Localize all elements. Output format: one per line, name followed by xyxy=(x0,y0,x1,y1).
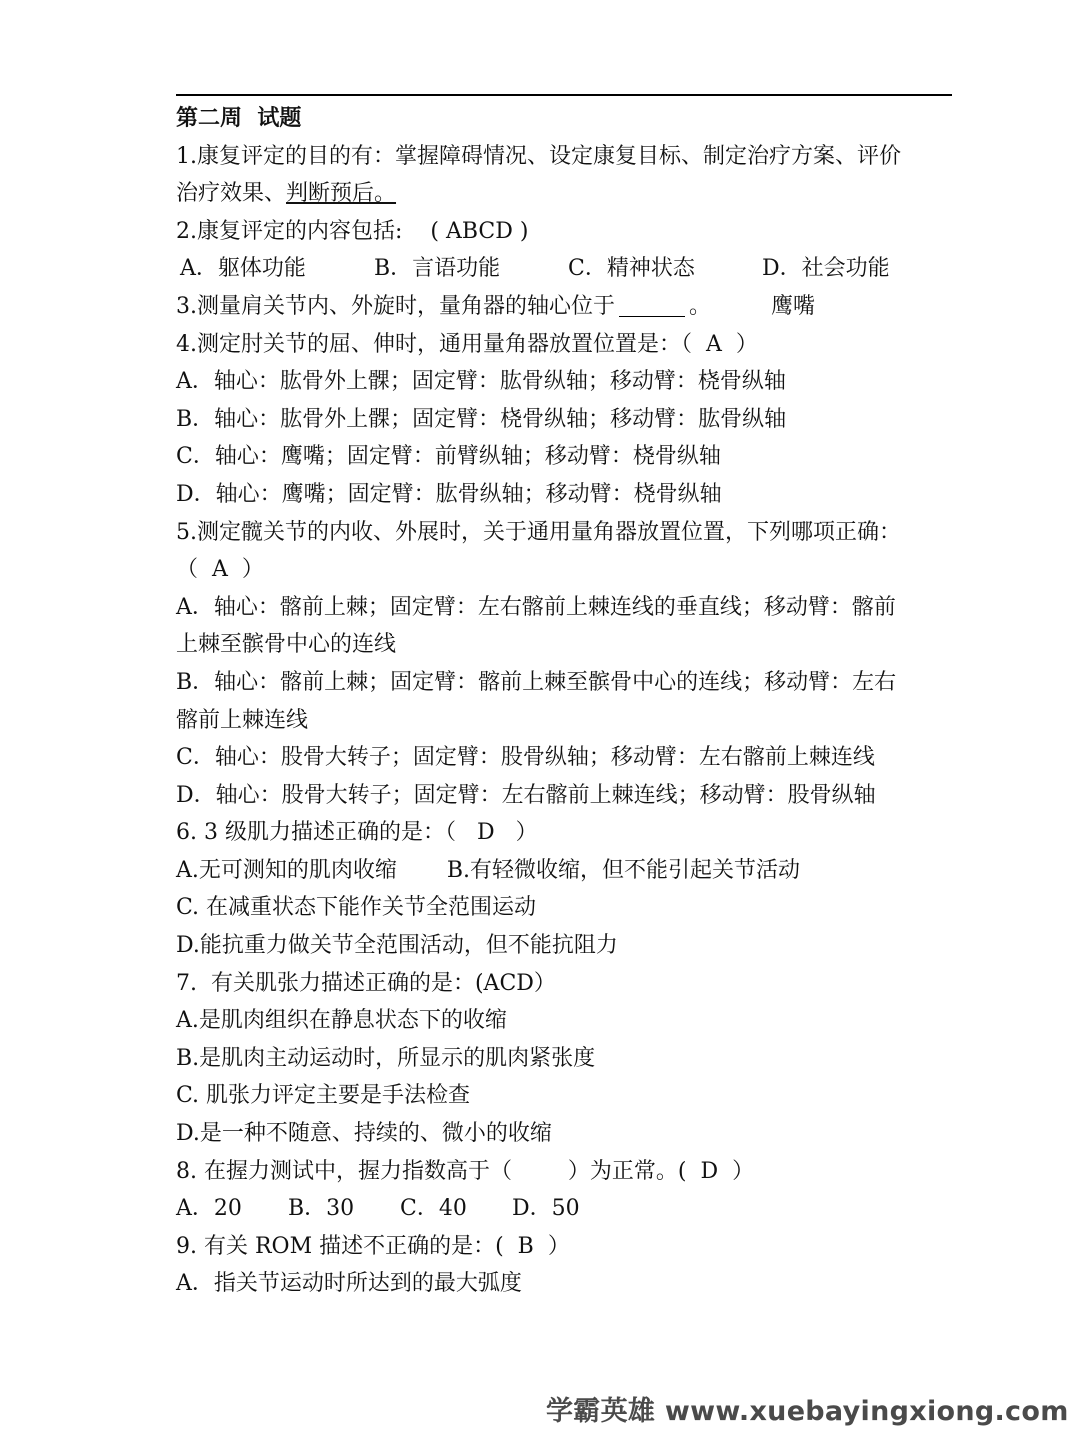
question-4-option-c: C．轴心：鹰嘴；固定臂：前臂纵轴；移动臂：桡骨纵轴 xyxy=(176,444,721,470)
option-d: D．社会功能 xyxy=(762,256,890,282)
question-9: 9. 有关 ROM 描述不正确的是：( B ） xyxy=(176,1233,570,1259)
question-1-answer: 判断预后。 xyxy=(286,181,397,207)
option-b: B．言语功能 xyxy=(374,256,501,282)
question-5-option-a-line-2: 上棘至髌骨中心的连线 xyxy=(176,632,397,658)
question-content xyxy=(176,100,956,1303)
question-5-option-b-line-2: 髂前上棘连线 xyxy=(176,707,309,733)
question-6-option-a: A.无可测知的肌肉收缩 xyxy=(176,857,397,883)
question-3-answer: 鹰嘴 xyxy=(771,293,816,319)
question-3-end: 。 xyxy=(689,293,712,319)
question-4: 4.测定肘关节的屈、伸时，通用量角器放置位置是：（ A ） xyxy=(176,331,758,357)
question-3 xyxy=(176,288,956,326)
question-4-option-a: A．轴心：肱骨外上髁；固定臂：肱骨纵轴；移动臂：桡骨纵轴 xyxy=(176,369,786,395)
option-c: C．精神状态 xyxy=(568,256,695,282)
option-a: A．20 xyxy=(176,1196,242,1222)
question-7: 7. 有关肌张力描述正确的是：(ACD） xyxy=(176,970,556,996)
question-5-option-a-line-1: A．轴心：髂前上棘；固定臂：左右髂前上棘连线的垂直线；移动臂：髂前 xyxy=(176,594,896,620)
question-2: 2.康复评定的内容包括: ( ABCD ) xyxy=(176,218,529,244)
option-a: A．躯体功能 xyxy=(180,256,306,282)
question-3-text: 3.测量肩关节内、外旋时，量角器的轴心位于 xyxy=(176,293,615,319)
question-6-option-b: B.有轻微收缩，但不能引起关节活动 xyxy=(446,857,801,883)
question-2-options xyxy=(176,250,956,288)
question-5-option-c: C．轴心：股骨大转子；固定臂：股骨纵轴；移动臂：左右髂前上棘连线 xyxy=(176,745,875,771)
question-5-option-b-line-1: B．轴心：髂前上棘；固定臂：髂前上棘至髌骨中心的连线；移动臂：左右 xyxy=(176,669,897,695)
watermark: 学霸英雄 www.xuebayingxiong.com xyxy=(546,1396,1069,1427)
question-7-option-c: C. 肌张力评定主要是手法检查 xyxy=(176,1083,471,1109)
question-1-text: 治疗效果、 xyxy=(176,181,287,207)
question-1-line-1: 1.康复评定的目的有：掌握障碍情况、设定康复目标、制定治疗方案、评价 xyxy=(176,143,901,169)
question-6-option-d: D.能抗重力做关节全范围活动，但不能抗阻力 xyxy=(176,933,618,959)
header-rule xyxy=(176,94,952,96)
question-8: 8. 在握力测试中，握力指数高于（ ）为正常。( D ） xyxy=(176,1158,755,1184)
question-7-option-b: B.是肌肉主动运动时，所显示的肌肉紧张度 xyxy=(176,1045,596,1071)
question-7-option-d: D.是一种不随意、持续的、微小的收缩 xyxy=(176,1121,552,1147)
question-1-line-2 xyxy=(176,175,956,213)
answer-blank xyxy=(619,294,685,317)
question-5: 5.测定髋关节的内收、外展时，关于通用量角器放置位置，下列哪项正确： xyxy=(176,519,901,545)
question-5-answer: （ A ） xyxy=(176,557,264,583)
option-d: D．50 xyxy=(512,1196,580,1222)
option-b: B．30 xyxy=(288,1196,355,1222)
question-8-options xyxy=(176,1190,956,1228)
question-4-option-b: B．轴心：肱骨外上髁；固定臂：桡骨纵轴；移动臂：肱骨纵轴 xyxy=(176,406,787,432)
question-7-option-a: A.是肌肉组织在静息状态下的收缩 xyxy=(176,1008,507,1034)
question-6-option-c: C. 在减重状态下能作关节全范围运动 xyxy=(176,895,537,921)
question-4-option-d: D．轴心：鹰嘴；固定臂：肱骨纵轴；移动臂：桡骨纵轴 xyxy=(176,481,722,507)
question-9-option-a: A．指关节运动时所达到的最大弧度 xyxy=(176,1271,522,1297)
question-6: 6. 3 级肌力描述正确的是：（ D ） xyxy=(176,820,538,846)
question-6-options-ab xyxy=(176,852,956,890)
option-c: C．40 xyxy=(400,1196,467,1222)
question-5-option-d: D．轴心：股骨大转子；固定臂：左右髂前上棘连线；移动臂：股骨纵轴 xyxy=(176,782,876,808)
page-title: 第二周 试题 xyxy=(176,105,302,131)
